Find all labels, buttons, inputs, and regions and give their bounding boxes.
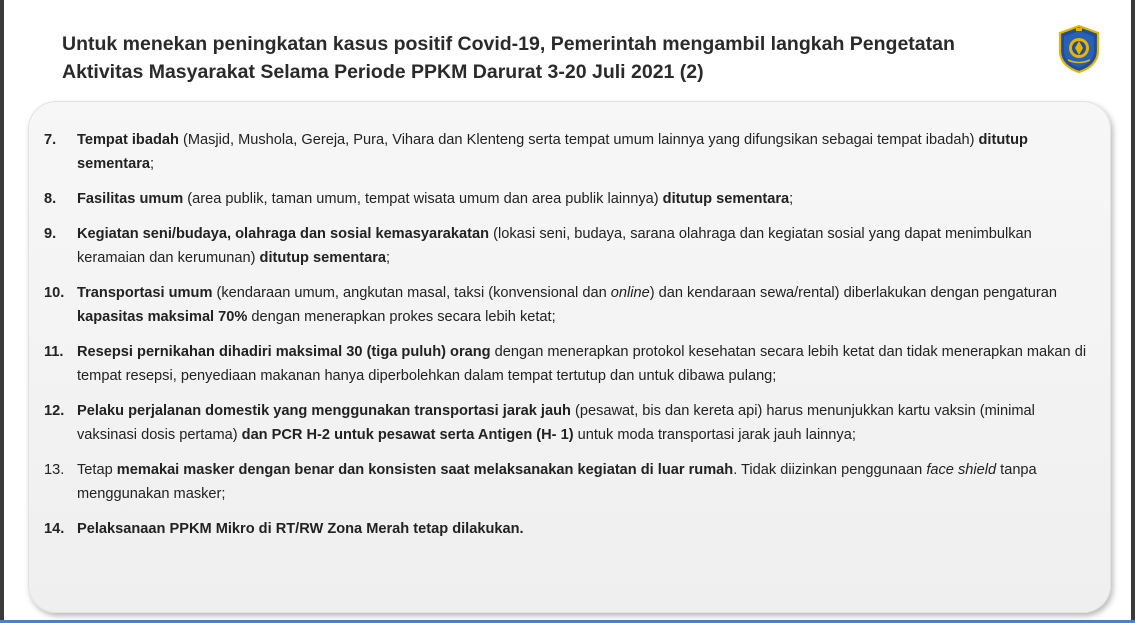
item-italic: online <box>610 285 650 301</box>
list-item-12 <box>44 399 1094 447</box>
item-text: Tetap <box>77 462 117 478</box>
item-text: (Masjid, Mushola, Gereja, Pura, Vihara dan Klenteng serta tempat umum lainnya yang difungsikan sebagai tempat ibadah) <box>178 132 979 148</box>
item-text: ; <box>386 250 391 266</box>
list-item-13 <box>44 458 1094 506</box>
list-item-9 <box>44 222 1094 270</box>
list-item-10 <box>44 281 1094 329</box>
item-text: ) dan kendaraan sewa/rental) diberlakukan dengan pengaturan <box>649 285 1057 301</box>
item-emphasis: ditutup sementara <box>662 191 790 207</box>
item-emphasis: Resepsi pernikahan dihadiri maksimal 30 (tiga puluh) orang <box>77 344 491 360</box>
item-number: 10. <box>44 285 65 301</box>
item-text: dengan menerapkan protokol kesehatan secara lebih ketat dan tidak menerapkan makan di tempat resepsi, penyediaan makanan hanya diperbolehkan dalam tempat tertutup dan untuk dibawa pulang; <box>77 344 1087 384</box>
frame-left-border <box>0 0 4 623</box>
item-emphasis: Pelaksanaan PPKM Mikro di RT/RW Zona Merah tetap dilakukan. <box>77 521 524 537</box>
item-emphasis: Pelaku perjalanan domestik yang menggunakan transportasi jarak jauh <box>77 403 571 419</box>
list-item-14 <box>44 517 1094 541</box>
regulation-list <box>44 128 1094 541</box>
item-number: 13. <box>44 462 65 478</box>
item-emphasis: Tempat ibadah <box>77 132 179 148</box>
item-text: tanpa menggunakan masker; <box>77 462 1037 502</box>
item-emphasis: dan PCR H-2 untuk pesawat serta Antigen (H- 1) <box>241 427 574 443</box>
item-emphasis: Transportasi umum <box>77 285 213 301</box>
item-number: 8. <box>44 191 57 207</box>
item-text: (kendaraan umum, angkutan masal, taksi (konvensional dan <box>212 285 611 301</box>
item-number: 9. <box>44 226 57 242</box>
item-emphasis: ditutup sementara <box>259 250 387 266</box>
item-text: (area publik, taman umum, tempat wisata umum dan area publik lainnya) <box>183 191 663 207</box>
item-number: 14. <box>44 521 65 537</box>
item-italic: face shield <box>926 462 997 478</box>
item-emphasis: ditutup sementara <box>77 132 1028 172</box>
list-item-11 <box>44 340 1094 388</box>
item-text: ; <box>150 156 155 172</box>
title-line-1: Untuk menekan peningkatan kasus positif Covid-19, Pemerintah mengambil langkah Pengetatan <box>62 33 955 55</box>
item-number: 12. <box>44 403 65 419</box>
page-title <box>62 30 1022 86</box>
frame-right-border <box>1131 0 1135 623</box>
kemenkeu-emblem-icon <box>1054 24 1104 74</box>
item-text: untuk moda transportasi jarak jauh lainnya; <box>573 427 856 443</box>
item-text: ; <box>789 191 794 207</box>
item-text: (lokasi seni, budaya, sarana olahraga dan kegiatan sosial yang dapat menimbulkan keramaian dan kerumunan) <box>77 226 1032 266</box>
item-text: dengan menerapkan prokes secara lebih ketat; <box>247 309 556 325</box>
item-text: . Tidak diizinkan penggunaan <box>733 462 927 478</box>
item-emphasis: Kegiatan seni/budaya, olahraga dan sosial kemasyarakatan <box>77 226 490 242</box>
item-number: 11. <box>44 344 64 360</box>
item-emphasis: kapasitas maksimal 70% <box>77 309 248 325</box>
item-emphasis: Fasilitas umum <box>77 191 184 207</box>
item-emphasis: memakai masker dengan benar dan konsisten saat melaksanakan kegiatan di luar rumah <box>116 462 734 478</box>
list-item-7 <box>44 128 1094 176</box>
title-line-2: Aktivitas Masyarakat Selama Periode PPKM Darurat 3-20 Juli 2021 (2) <box>62 61 704 83</box>
item-number: 7. <box>44 132 57 148</box>
item-text: (pesawat, bis dan kereta api) harus menunjukkan kartu vaksin (minimal vaksinasi dosis pertama) <box>77 403 1035 443</box>
list-item-8 <box>44 187 1094 211</box>
